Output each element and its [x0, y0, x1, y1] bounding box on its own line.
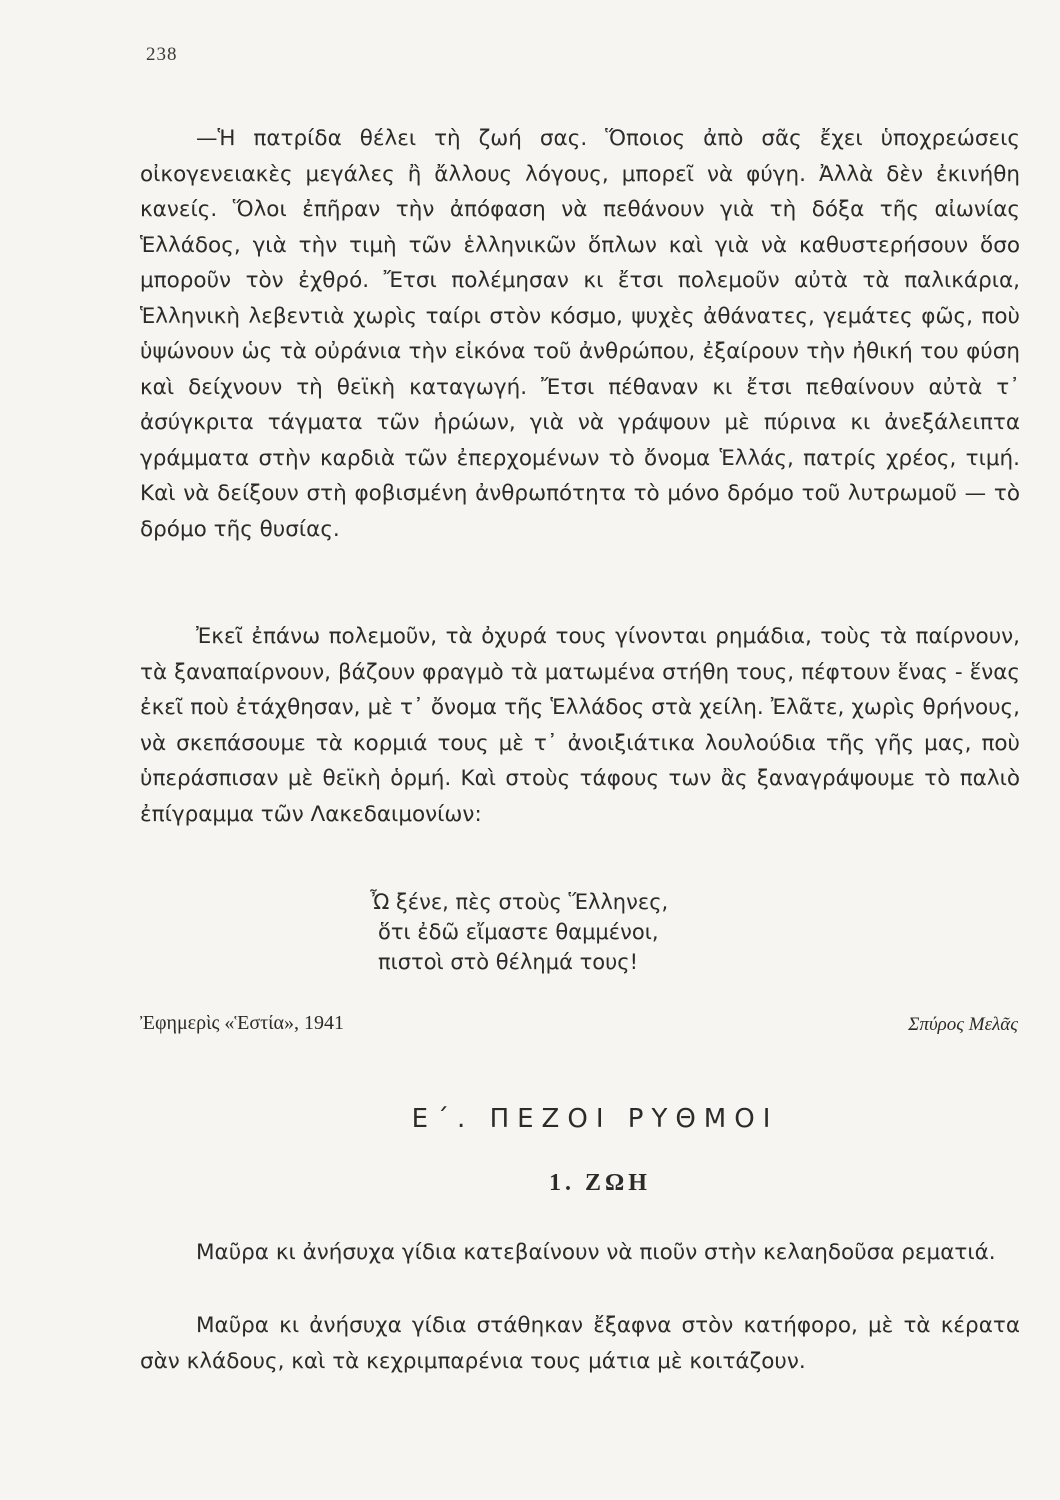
epigram [370, 887, 668, 977]
paragraph-3: Μαῦρα κι ἀνήσυχα γίδια κατεβαίνουν νὰ πιοῦν στὴν κελαηδοῦσα ρεματιά. [196, 1240, 996, 1265]
paragraph-1: —Ἡ πατρίδα θέλει τὴ ζωή σας. Ὅποιος ἀπὸ σᾶς ἔχει ὑποχρεώσεις οἰκογενειακὲς μεγάλες ἢ ἄλλους λόγους, μπορεῖ νὰ φύγη. Ἀλλὰ δὲν ἐκινήθη κανείς. Ὅλοι ἐπῆραν τὴν ἀπόφαση νὰ πεθάνουν γιὰ τὴ δόξα τῆς αἰωνίας Ἑλλάδος, γιὰ τὴν τιμὴ τῶν ἑλληνικῶν ὅπλων καὶ γιὰ νὰ καθυστερήσουν ὅσο μποροῦν τὸν ἐχθρό. Ἔτσι πολέμησαν κι ἔτσι πολεμοῦν αὐτὰ τὰ παλικάρια, Ἑλληνικὴ λεβεντιὰ χωρὶς ταίρι στὸν κόσμο, ψυχὲς ἀθάνατες, γεμάτες φῶς, ποὺ ὑψώνουν ὡς τὰ οὐράνια τὴν εἰκόνα τοῦ ἀνθρώπου, ἐξαίρουν τὴν ἠθική του φύση καὶ δείχνουν τὴ θεϊκὴ καταγωγή. Ἔτσι πέθαναν κι ἔτσι πεθαίνουν αὐτὰ τ᾽ ἀσύγκριτα τάγματα τῶν ἡρώων, γιὰ νὰ γράψουν μὲ πύρινα κι ἀνεξάλειπτα γράμματα στὴν καρδιὰ τῶν ἐπερχομένων τὸ ὄνομα Ἑλλάς, πατρίς χρέος, τιμή. Καὶ νὰ δείξουν στὴ φοβισμένη ἀνθρωπότητα τὸ μόνο δρόμο τοῦ λυτρωμοῦ — τὸ δρόμο τῆς θυσίας. [140, 126, 1020, 542]
section-heading: Ε΄. ΠΕΖΟΙ ΡΥΘΜΟΙ [411, 1104, 779, 1134]
epigram-line-3: πιστοὶ στὸ θέλημά τους! [378, 950, 639, 974]
epigram-line-1: Ὦ ξένε, πὲς στοὺς Ἕλληνες, [370, 890, 669, 914]
page-number: 238 [146, 44, 178, 65]
author-name: Σπύρος Μελᾶς [908, 1014, 1018, 1035]
paragraph-2: Ἐκεῖ ἐπάνω πολεμοῦν, τὰ ὀχυρά τους γίνονται ρημάδια, τοὺς τὰ παίρνουν, τὰ ξαναπαίρνουν, βάζουν φραγμὸ τὰ ματωμένα στήθη τους, πέφτουν ἕνας - ἕνας ἐκεῖ ποὺ ἐτάχθησαν, μὲ τ᾽ ὄνομα τῆς Ἑλλάδος στὰ χείλη. Ἐλᾶτε, χωρὶς θρήνους, νὰ σκεπάσουμε τὰ κορμιά τους μὲ τ᾽ ἀνοιξιάτικα λουλούδια τῆς γῆς μας, ποὺ ὑπεράσπισαν μὲ θεϊκὴ ὁρμή. Καὶ στοὺς τάφους των ἂς ξαναγράψουμε τὸ παλιὸ ἐπίγραμμα τῶν Λακεδαιμονίων: [140, 624, 1020, 827]
epigram-line-2: ὅτι ἐδῶ εἴμαστε θαμμένοι, [378, 920, 659, 944]
paragraph-4: Μαῦρα κι ἀνήσυχα γίδια στάθηκαν ἔξαφνα στὸν κατήφορο, μὲ τὰ κέρατα σὰν κλάδους, καὶ τὰ κεχριμπαρένια τους μάτια μὲ κοιτάζουν. [140, 1313, 1020, 1374]
source-citation: Ἐφημερὶς «Ἑστία», 1941 [140, 1012, 345, 1034]
poem-title: 1. ΖΩΗ [549, 1170, 651, 1196]
